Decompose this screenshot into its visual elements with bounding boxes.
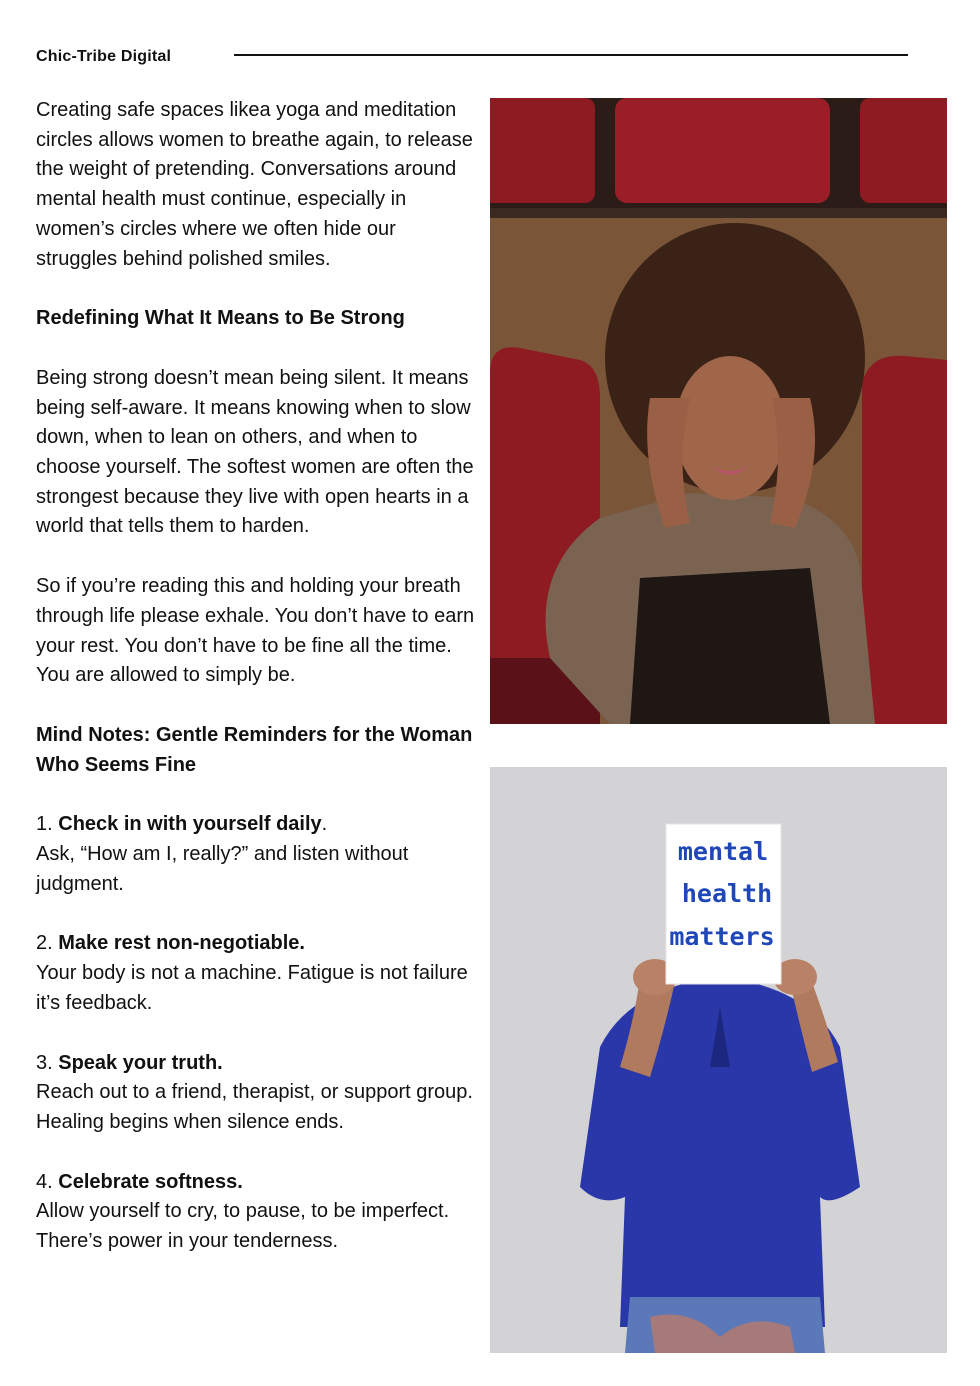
sign-line-1: mental xyxy=(677,837,769,866)
reminder-title: Make rest non-negotiable. xyxy=(58,932,305,955)
reminder-number: 3. xyxy=(36,1051,59,1074)
reminder-body: Your body is not a machine. Fatigue is not failure it’s feedback. xyxy=(36,962,468,1014)
sign-illustration xyxy=(490,767,947,1353)
reminder-title: Celebrate softness. xyxy=(58,1170,243,1193)
reminder-number: 1. xyxy=(36,813,59,836)
mental-health-sign-photo xyxy=(490,767,947,1353)
exhale-paragraph: So if you’re reading this and holding your breath through life please exhale. You don’t have to earn your rest. You don’t have to be fine all the time. You are allowed to simply be. xyxy=(36,575,475,687)
reminder-title: Speak your truth. xyxy=(58,1051,223,1074)
auditorium-photo xyxy=(490,98,947,724)
reminder-title-end: . xyxy=(321,813,328,836)
sign-line-2: health xyxy=(681,879,773,908)
section-heading-mind-notes: Mind Notes: Gentle Reminders for the Woman Who Seems Fine xyxy=(36,723,473,776)
auditorium-illustration xyxy=(490,98,947,724)
reminder-item xyxy=(36,1168,476,1257)
reminder-item xyxy=(36,810,476,899)
sign-line-3: matters xyxy=(669,922,775,951)
page-header xyxy=(36,48,908,68)
reminder-number: 2. xyxy=(36,932,59,955)
reminder-number: 4. xyxy=(36,1170,59,1193)
reminder-item xyxy=(36,929,476,1018)
article-column xyxy=(36,96,476,1257)
header-rule xyxy=(234,54,908,56)
reminder-body: Ask, “How am I, really?” and listen without judgment. xyxy=(36,843,409,895)
reminder-item xyxy=(36,1049,476,1138)
reminder-body: Allow yourself to cry, to pause, to be imperfect. There’s power in your tenderness. xyxy=(36,1200,450,1253)
reminder-title: Check in with yourself daily xyxy=(58,813,322,836)
intro-paragraph: Creating safe spaces likea yoga and meditation circles allows women to breathe again, to release the weight of pretending. Conversations around mental health must continue, especially in women’s circles where we often hide our struggles behind polished smiles. xyxy=(36,99,473,270)
brand-name: Chic-Tribe Digital xyxy=(36,48,172,65)
section-heading-strong: Redefining What It Means to Be Strong xyxy=(36,307,405,330)
reminder-body: Reach out to a friend, therapist, or support group. Healing begins when silence ends. xyxy=(36,1081,473,1133)
strength-paragraph: Being strong doesn’t mean being silent. It means being self-aware. It means knowing when to slow down, when to lean on others, and when to choose yourself. The softest women are often the strongest because they live with open hearts in a world that tells them to harden. xyxy=(36,366,474,538)
